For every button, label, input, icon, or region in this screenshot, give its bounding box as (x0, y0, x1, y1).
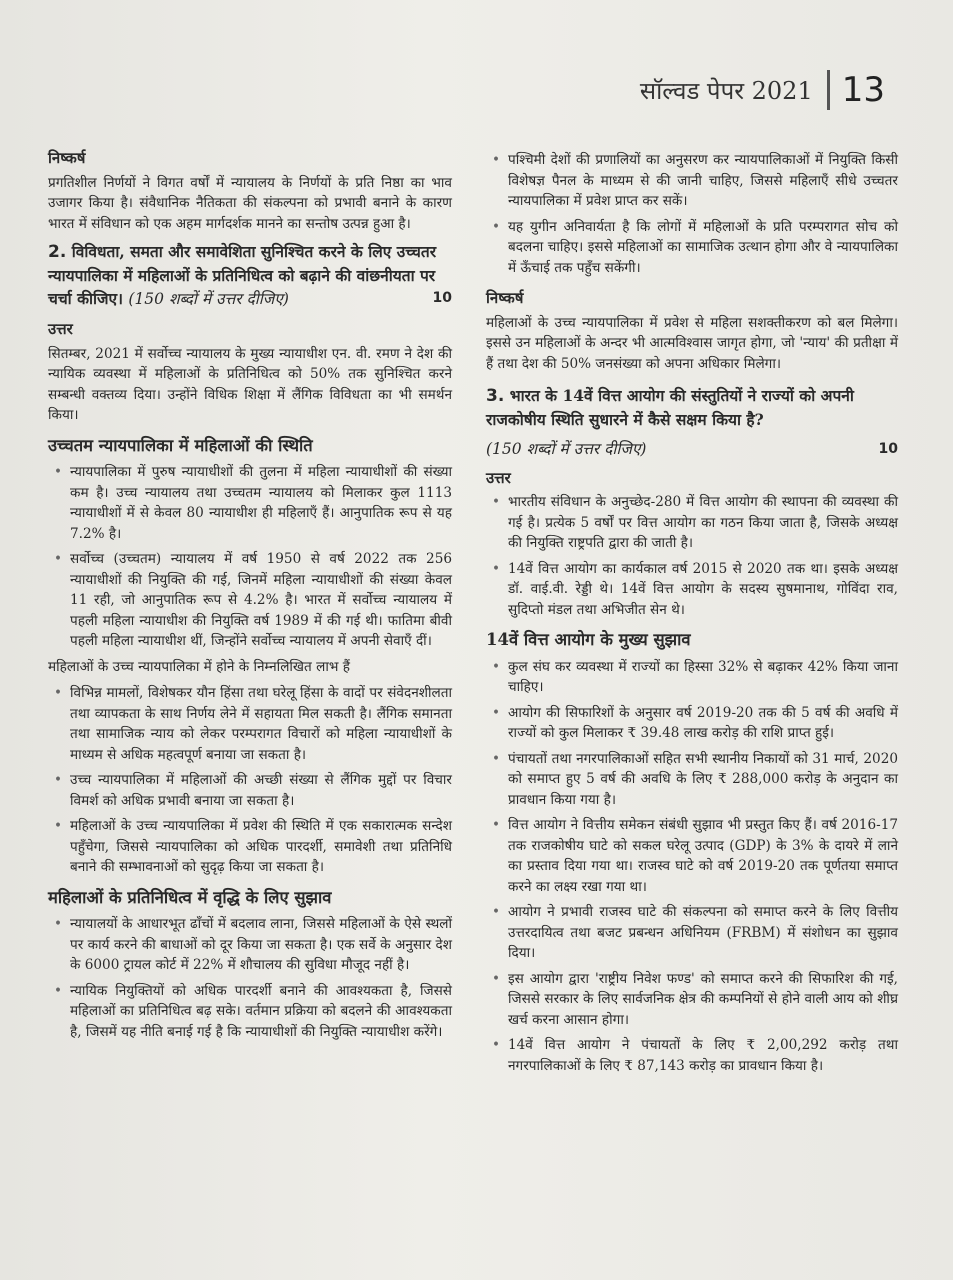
list-item: • इस आयोग द्वारा 'राष्ट्रीय निवेश फण्ड' को समाप्त करने की सिफारिश की गई, जिससे सरकार के लिए सार्वजनिक क्षेत्र की कम्पनियों से होने वाली आय को शीघ्र खर्च करना आसान होगा। (486, 969, 898, 1031)
section-heading-fc14: 14वें वित्त आयोग के मुख्य सुझाव (486, 630, 691, 649)
list-item: • वित्त आयोग ने वित्तीय समेकन संबंधी सुझाव भी प्रस्तुत किए हैं। वर्ष 2016-17 तक राजकोषीय घाटे को सकल घरेलू उत्पाद (GDP) के 3% के दायरे में लाने का प्रस्ताव दिया गया था। राजस्व घाटे को वर्ष 2019-20 तक पूर्णतया समाप्त करने का लक्ष्य रखा गया था। (486, 815, 898, 897)
section-heading-suggestions: महिलाओं के प्रतिनिधित्व में वृद्धि के लिए सुझाव (48, 887, 332, 907)
list-item: • पंचायतों तथा नगरपालिकाओं सहित सभी स्थानीय निकायों को 31 मार्च, 2020 को समाप्त हुए 5 वर्ष की अवधि के लिए ₹ 288,000 करोड़ के अनुदान का प्रावधान किया गया है। (486, 749, 898, 811)
list-item: • आयोग की सिफारिशों के अनुसार वर्ष 2019-20 तक की 5 वर्ष की अवधि में राज्यों को कुल मिलाकर ₹ 39.48 लाख करोड़ की राशि प्राप्त हुई। (486, 703, 898, 744)
list-item: • पश्चिमी देशों की प्रणालियों का अनुसरण कर न्यायपालिकाओं में नियुक्ति किसी विशेषज्ञ पैनल के माध्यम से की जानी चाहिए, जिससे महिलाएँ सीधे उच्चतर न्यायपालिका में प्रवेश प्राप्त कर सकें। (486, 150, 898, 212)
list-item: • न्यायपालिका में पुरुष न्यायाधीशों की तुलना में महिला न्यायाधीशों की संख्या कम है। उच्च न्यायालय तथा उच्चतम न्यायालय को मिलाकर कुल 1113 न्यायाधीशों में से केवल 80 न्यायाधीश ही महिलाएँ हैं। आनुपातिक रूप से यह 7.2% है। (48, 462, 452, 544)
list-item: • आयोग ने प्रभावी राजस्व घाटे की संकल्पना को समाप्त करने के लिए वित्तीय उत्तरदायित्व तथा बजट प्रबन्धन अधिनियम (FRBM) में संशोधन का सुझाव दिया। (486, 902, 898, 964)
header-divider (827, 70, 830, 110)
page-header (640, 70, 885, 110)
question-marks: 10 (432, 290, 452, 306)
status-list (48, 462, 452, 652)
page-number: 13 (841, 70, 885, 110)
list-item: • 14वें वित्त आयोग ने पंचायतों के लिए ₹ 2,00,292 करोड़ तथा नगरपालिकाओं के लिए ₹ 87,143 करोड़ का प्रावधान किया है। (486, 1035, 898, 1076)
question-3-meta (486, 439, 898, 460)
suggestions-list (48, 914, 452, 1042)
list-item: • भारतीय संविधान के अनुच्छेद-280 में वित्त आयोग की स्थापना की व्यवस्था की गई है। प्रत्येक 5 वर्षों पर वित्त आयोग का गठन किया जाता है, जिसके अध्यक्ष की नियुक्ति राष्ट्रपति द्वारा की जाती है। (486, 492, 898, 554)
question-word-limit: (150 शब्दों में उत्तर दीजिए) (128, 290, 289, 308)
section-heading-status: उच्चतम न्यायपालिका में महिलाओं की स्थिति (48, 435, 313, 455)
list-item: • 14वें वित्त आयोग का कार्यकाल वर्ष 2015 से 2020 तक था। इसके अध्यक्ष डॉ. वाई.वी. रेड्डी थे। 14वें वित्त आयोग के सदस्य सुषमानाथ, गोविंदा राव, सुदिप्तो मंडल तथा अभिजीत सेन थे। (486, 559, 898, 621)
question-number: 3. (486, 386, 505, 406)
list-item: • सर्वोच्च (उच्चतम) न्यायालय में वर्ष 1950 से वर्ष 2022 तक 256 न्यायाधीशों की नियुक्ति की गई, जिनमें महिला न्यायाधीशों की संख्या केवल 11 रही, जो आनुपातिक रूप से 4.2% है। भारत में सर्वोच्च न्यायालय में पहली महिला न्यायाधीश की नियुक्ति वर्ष 1989 में की गई थी। फातिमा बीवी पहली महिला न्यायाधीश थीं, जिन्होंने सर्वोच्च न्यायालय में अपनी सेवाएँ दीं। (48, 549, 452, 652)
question-text: विविधता, समता और समावेशिता सुनिश्चित करने के लिए उच्चतर न्यायपालिका में महिलाओं के प्रतिनिधित्व को बढ़ाने की वांछनीयता पर चर्चा कीजिए। (48, 242, 437, 308)
benefits-intro: महिलाओं के उच्च न्यायपालिका में होने के निम्नलिखित लाभ हैं (48, 658, 350, 675)
question-text: भारत के 14वें वित्त आयोग की संस्तुतियों ने राज्यों को अपनी राजकोषीय स्थिति सुधारने में कैसे सक्षम किया है? (486, 386, 854, 429)
left-column (48, 148, 452, 1047)
question-word-limit: (150 शब्दों में उत्तर दीजिए) (486, 440, 647, 458)
conclusion-text-1: प्रगतिशील निर्णयों ने विगत वर्षों में न्यायालय के निर्णयों के प्रति निष्ठा का भाव उजागर किया है। संवैधानिक नैतिकता की संकल्पना को प्रभावी बनाने के कारण भारत में संविधान को एक अहम मार्गदर्शक मानने का सन्तोष उत्पन्न हुआ है। (48, 174, 452, 232)
list-item: • उच्च न्यायपालिका में महिलाओं की अच्छी संख्या से लैंगिक मुद्दों पर विचार विमर्श को अधिक प्रभावी बनाया जा सकता है। (48, 770, 452, 811)
header-title: सॉल्वड पेपर 2021 (639, 76, 813, 105)
question-3 (486, 384, 898, 431)
list-item: • न्यायालयों के आधारभूत ढाँचों में बदलाव लाना, जिससे महिलाओं के ऐसे स्थलों पर कार्य करने की बाधाओं को दूर किया जा सकता है। एक सर्वे के अनुसार देश के 6000 ट्रायल कोर्ट में 22% में शौचालय की सुविधा मौजूद नहीं है। (48, 914, 452, 976)
list-item: • महिलाओं के उच्च न्यायपालिका में प्रवेश की स्थिति में एक सकारात्मक सन्देश पहुँचेगा, जिससे न्यायपालिका को अधिक पारदर्शी, समावेशी तथा प्रतिनिधि बनाने की सम्भावनाओं को सुदृढ़ किया जा सकता है। (48, 816, 452, 878)
conclusion-heading-2: निष्कर्ष (486, 289, 524, 307)
list-item: • न्यायिक नियुक्तियों को अधिक पारदर्शी बनाने की आवश्यकता है, जिससे महिलाओं का प्रतिनिधित्व बढ़ सके। वर्तमान प्रक्रिया को बदलने की आवश्यकता है, जिसमें यह नीति बनाई गई है कि न्यायाधीशों की नियुक्ति न्यायाधीश करेंगे। (48, 981, 452, 1043)
list-item: • यह युगीन अनिवार्यता है कि लोगों में महिलाओं के प्रति परम्परागत सोच को बदलना चाहिए। इससे महिलाओं का सामाजिक उत्थान होगा और वे न्यायपालिका में ऊँचाई तक पहुँच सकेंगी। (486, 217, 898, 279)
question-2 (48, 240, 452, 311)
right-column (486, 150, 898, 1081)
list-item: • विभिन्न मामलों, विशेषकर यौन हिंसा तथा घरेलू हिंसा के वादों पर संवेदनशीलता तथा व्यापकता के साथ निर्णय लेने में सहायता मिल सकती है। लैंगिक समानता तथा सामाजिक न्याय को लेकर परम्परागत विचारों को महिला न्यायाधीशों के माध्यम से अधिक महत्वपूर्ण बनाया जा सकता है। (48, 683, 452, 765)
conclusion-text-2: महिलाओं के उच्च न्यायपालिका में प्रवेश से महिला सशक्तीकरण को बल मिलेगा। इससे उन महिलाओं के अन्दर भी आत्मविश्वास जागृत होगा, जो 'न्याय' की प्रतीक्षा में हैं तथा देश की 50% जनसंख्या को अपना अधिकार मिलेगा। (486, 314, 898, 372)
answer-intro: सितम्बर, 2021 में सर्वोच्च न्यायालय के मुख्य न्यायाधीश एन. वी. रमण ने देश की न्यायिक व्यवस्था में महिलाओं के प्रतिनिधित्व को 50% तक सुनिश्चित करने सम्बन्धी वक्तव्य दिया। उन्होंने विधिक शिक्षा में लैंगिक विविधता का भी समर्थन किया। (48, 345, 452, 423)
list-item: • कुल संघ कर व्यवस्था में राज्यों का हिस्सा 32% से बढ़ाकर 42% किया जाना चाहिए। (486, 657, 898, 698)
benefits-list (48, 683, 452, 878)
conclusion-heading-1: निष्कर्ष (48, 149, 86, 167)
question-number: 2. (48, 242, 67, 262)
answer-label: उत्तर (486, 468, 511, 487)
question-marks: 10 (878, 441, 898, 457)
answer-label: उत्तर (48, 320, 73, 338)
suggestions-list-continued (486, 150, 898, 278)
fc14-list (486, 657, 898, 1077)
answer-list (486, 492, 898, 620)
